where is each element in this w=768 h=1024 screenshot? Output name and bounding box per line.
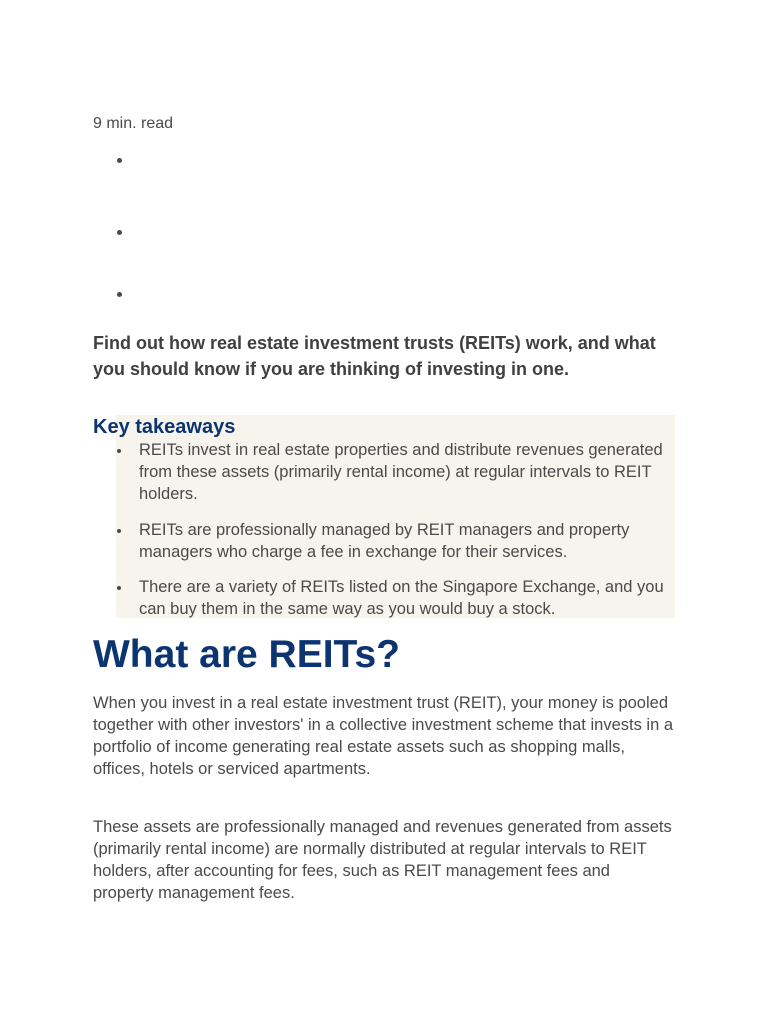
article-intro: Find out how real estate investment trusts (REITs) work, and what you should know if you are thinking of investing in one.	[93, 333, 656, 379]
key-takeaway-text: REITs are professionally managed by REIT managers and property managers who charge a fee in exchange for their services.	[139, 521, 630, 561]
key-takeaway-text: REITs invest in real estate properties and distribute revenues generated from these assets (primarily rental income) at regular intervals to REIT holders.	[139, 441, 663, 503]
key-takeaways-box	[93, 415, 675, 618]
read-time: 9 min. read	[93, 115, 174, 132]
key-takeaways-title: Key takeaways	[93, 416, 236, 438]
paragraph-1: When you invest in a real estate investment trust (REIT), your money is pooled together with other investors' in a collective investment scheme that invests in a portfolio of income generating real estate assets such as shopping malls, offices, hotels or serviced apartments.	[93, 694, 674, 778]
key-takeaway-text: There are a variety of REITs listed on the Singapore Exchange, and you can buy them in the same way as you would buy a stock.	[139, 578, 664, 618]
key-takeaway-item-2	[139, 519, 669, 563]
paragraph-2: These assets are professionally managed and revenues generated from assets (primarily rental income) are normally distributed at regular intervals to REIT holders, after accounting for fees, such as REIT management fees and property management fees.	[93, 818, 672, 902]
share-list-item-3	[117, 292, 122, 297]
bullet-icon	[117, 449, 121, 453]
section-title: What are REITs?	[93, 633, 400, 676]
key-takeaway-item-3	[139, 576, 669, 620]
share-list-item-1	[117, 158, 122, 163]
bullet-icon	[117, 529, 121, 533]
key-takeaway-item-1	[139, 439, 669, 505]
share-list-item-2	[117, 230, 122, 235]
bullet-icon	[117, 586, 121, 590]
